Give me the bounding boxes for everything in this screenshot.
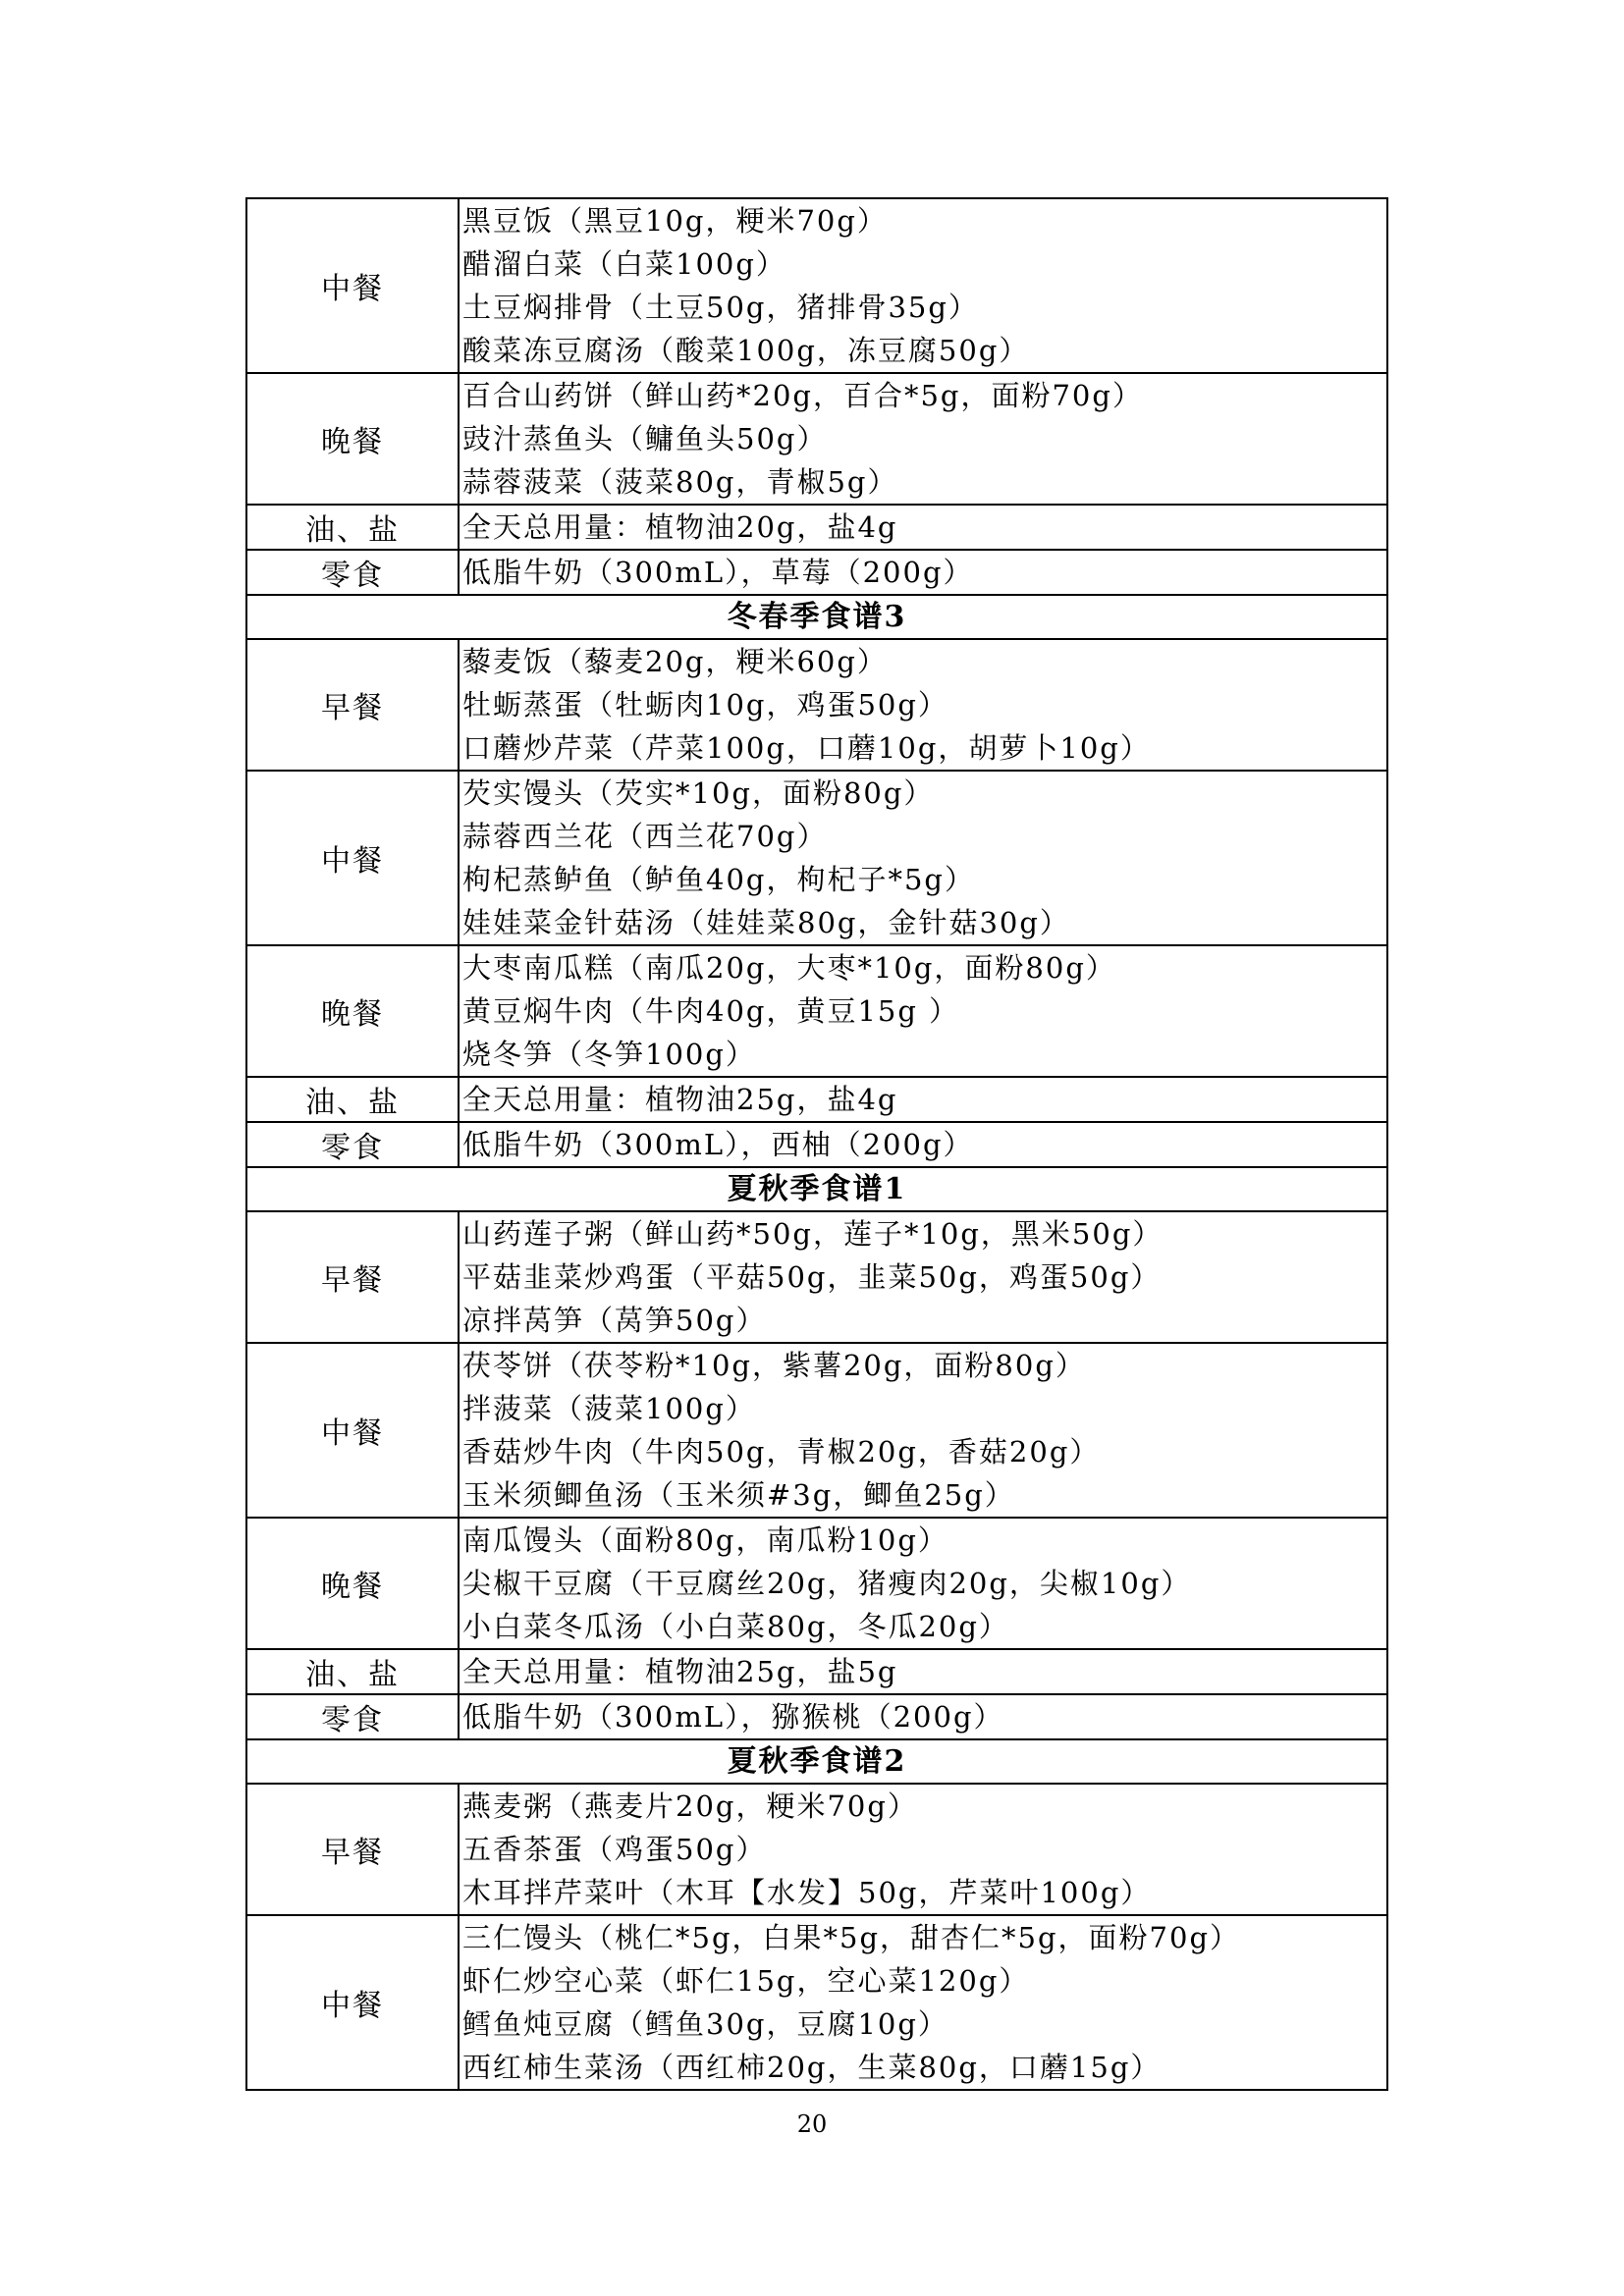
dish-line: 蒜蓉西兰花（西兰花70g） [462, 820, 828, 853]
dish-line: 南瓜馒头（面粉80g，南瓜粉10g） [462, 1523, 948, 1557]
meal-row [246, 1122, 1387, 1167]
dish-line: 全天总用量：植物油25g，盐5g [462, 1654, 898, 1688]
meal-row [246, 945, 1387, 1077]
dish-line: 口蘑炒芹菜（芹菜100g，口蘑10g，胡萝卜10g） [462, 731, 1151, 765]
meal-items [459, 1784, 1387, 1915]
dish-line: 醋溜白菜（白菜100g） [462, 247, 786, 281]
page-number: 20 [796, 2110, 828, 2138]
dish-line: 娃娃菜金针菇汤（娃娃菜80g，金针菇30g） [462, 906, 1070, 939]
meal-row [246, 505, 1387, 550]
dish-line: 西红柿生菜汤（西红柿20g，生菜80g，口蘑15g） [462, 2051, 1162, 2084]
dish-line: 山药莲子粥（鲜山药*50g，莲子*10g，黑米50g） [462, 1217, 1164, 1251]
dish-line: 芡实馒头（芡实*10g，面粉80g） [462, 776, 935, 810]
meal-label: 零食 [246, 1122, 459, 1167]
dish-line: 土豆焖排骨（土豆50g，猪排骨35g） [462, 291, 979, 324]
meal-row [246, 1077, 1387, 1122]
meal-label: 油、盐 [246, 1077, 459, 1122]
dish-line: 木耳拌芹菜叶（木耳【水发】50g，芹菜叶100g） [462, 1876, 1152, 1909]
meal-label: 油、盐 [246, 1649, 459, 1694]
dish-line: 凉拌莴笋（莴笋50g） [462, 1304, 767, 1337]
meal-label: 零食 [246, 550, 459, 595]
section-header-row [246, 1167, 1387, 1211]
dish-line: 烧冬笋（冬笋100g） [462, 1038, 756, 1071]
dish-line: 豉汁蒸鱼头（鳙鱼头50g） [462, 422, 828, 455]
dish-line: 蒜蓉菠菜（菠菜80g，青椒5g） [462, 465, 898, 499]
meal-items [459, 1694, 1387, 1739]
dish-line: 小白菜冬瓜汤（小白菜80g，冬瓜20g） [462, 1610, 1009, 1643]
dish-line: 燕麦粥（燕麦片20g，粳米70g） [462, 1789, 918, 1823]
meal-label: 油、盐 [246, 505, 459, 550]
section-header-row [246, 1739, 1387, 1784]
meal-items [459, 771, 1387, 945]
meal-label: 中餐 [246, 771, 459, 945]
meal-items [459, 639, 1387, 771]
meal-items [459, 945, 1387, 1077]
meal-row [246, 550, 1387, 595]
meal-items [459, 1518, 1387, 1649]
meal-label: 早餐 [246, 1784, 459, 1915]
dish-line: 百合山药饼（鲜山药*20g，百合*5g，面粉70g） [462, 379, 1143, 412]
dish-line: 香菇炒牛肉（牛肉50g，青椒20g，香菇20g） [462, 1435, 1101, 1468]
meal-row [246, 1915, 1387, 2090]
meal-row [246, 771, 1387, 945]
meal-items [459, 1649, 1387, 1694]
meal-items [459, 1915, 1387, 2090]
dish-line: 藜麦饭（藜麦20g，粳米60g） [462, 645, 888, 678]
section-title: 夏秋季食谱2 [246, 1739, 1387, 1784]
dish-line: 枸杞蒸鲈鱼（鲈鱼40g，枸杞子*5g） [462, 863, 975, 896]
meal-label: 早餐 [246, 639, 459, 771]
dish-line: 尖椒干豆腐（干豆腐丝20g，猪瘦肉20g，尖椒10g） [462, 1567, 1192, 1600]
meal-items [459, 198, 1387, 373]
dish-line: 全天总用量：植物油20g，盐4g [462, 509, 898, 544]
meal-items [459, 505, 1387, 550]
dish-line: 虾仁炒空心菜（虾仁15g，空心菜120g） [462, 1964, 1030, 1998]
dish-line: 三仁馒头（桃仁*5g，白果*5g，甜杏仁*5g，面粉70g） [462, 1921, 1241, 1954]
dish-line: 全天总用量：植物油25g，盐4g [462, 1082, 898, 1116]
meal-items [459, 373, 1387, 505]
dish-line: 黑豆饭（黑豆10g，粳米70g） [462, 204, 888, 238]
dish-line: 五香茶蛋（鸡蛋50g） [462, 1833, 767, 1866]
meal-label: 中餐 [246, 198, 459, 373]
meal-label: 晚餐 [246, 373, 459, 505]
dish-line: 低脂牛奶（300mL），草莓（200g） [462, 555, 974, 589]
meal-items [459, 550, 1387, 595]
meal-row [246, 198, 1387, 373]
meal-row [246, 1649, 1387, 1694]
meal-label: 中餐 [246, 1915, 459, 2090]
meal-items [459, 1343, 1387, 1518]
dish-line: 低脂牛奶（300mL），西柚（200g） [462, 1127, 974, 1161]
meal-row [246, 1211, 1387, 1343]
dish-line: 大枣南瓜糕（南瓜20g，大枣*10g，面粉80g） [462, 951, 1116, 985]
dish-line: 低脂牛奶（300mL），猕猴桃（200g） [462, 1699, 1004, 1734]
meal-label: 晚餐 [246, 1518, 459, 1649]
section-header-row [246, 595, 1387, 639]
meal-row [246, 1694, 1387, 1739]
dish-line: 拌菠菜（菠菜100g） [462, 1392, 756, 1425]
dish-line: 玉米须鲫鱼汤（玉米须#3g，鲫鱼25g） [462, 1478, 1015, 1512]
dish-line: 黄豆焖牛肉（牛肉40g，黄豆15g ） [462, 994, 960, 1028]
meal-row [246, 1343, 1387, 1518]
meal-plan-table [245, 197, 1388, 2091]
dish-line: 酸菜冻豆腐汤（酸菜100g，冻豆腐50g） [462, 334, 1030, 367]
meal-row [246, 639, 1387, 771]
dish-line: 牡蛎蒸蛋（牡蛎肉10g，鸡蛋50g） [462, 688, 948, 721]
meal-items [459, 1211, 1387, 1343]
dish-line: 鳕鱼炖豆腐（鳕鱼30g，豆腐10g） [462, 2007, 948, 2041]
meal-label: 零食 [246, 1694, 459, 1739]
meal-label: 中餐 [246, 1343, 459, 1518]
meal-items [459, 1077, 1387, 1122]
meal-row [246, 1784, 1387, 1915]
section-title: 冬春季食谱3 [246, 595, 1387, 639]
dish-line: 茯苓饼（茯苓粉*10g，紫薯20g，面粉80g） [462, 1349, 1086, 1382]
meal-row [246, 1518, 1387, 1649]
meal-items [459, 1122, 1387, 1167]
section-title: 夏秋季食谱1 [246, 1167, 1387, 1211]
meal-label: 早餐 [246, 1211, 459, 1343]
meal-label: 晚餐 [246, 945, 459, 1077]
dish-line: 平菇韭菜炒鸡蛋（平菇50g，韭菜50g，鸡蛋50g） [462, 1260, 1162, 1294]
meal-row [246, 373, 1387, 505]
